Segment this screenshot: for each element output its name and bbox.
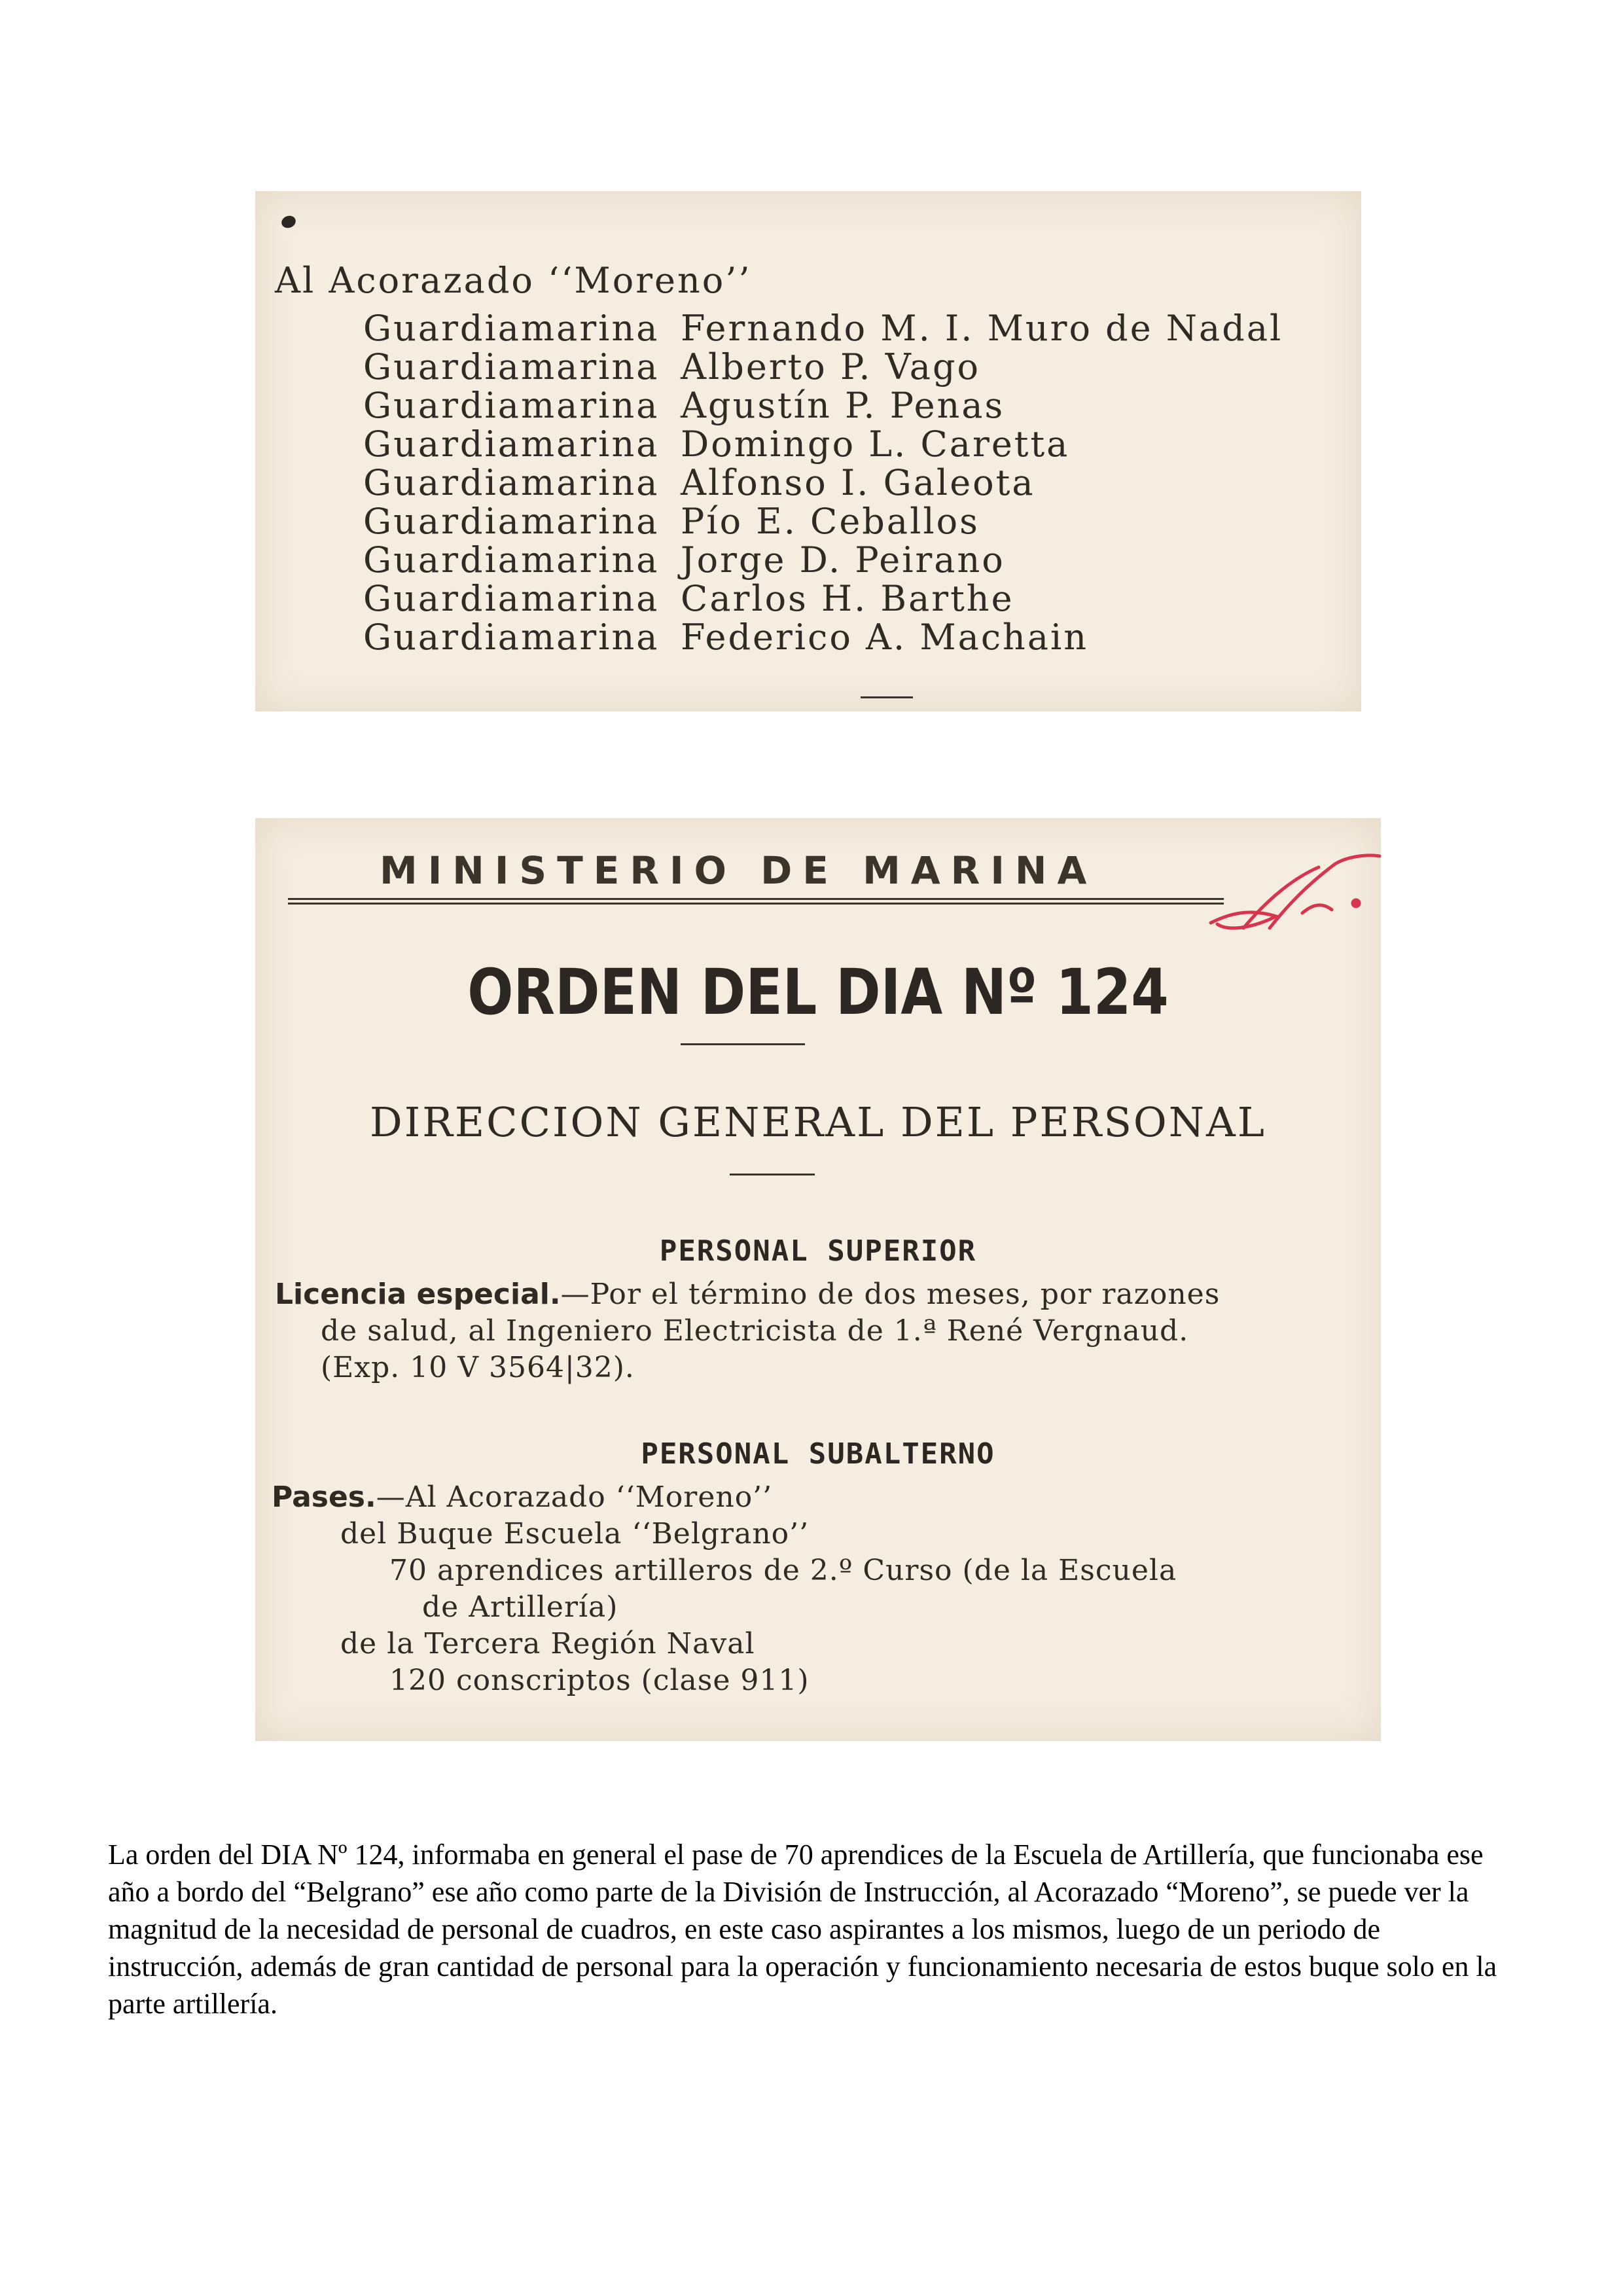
- roster-scan: [255, 191, 1361, 711]
- pases-line: —Al Acorazado ‘‘Moreno’’: [376, 1480, 773, 1514]
- order-title: ORDEN DEL DIA Nº 124: [467, 956, 1169, 1029]
- pases-line: del Buque Escuela ‘‘Belgrano’’: [340, 1517, 810, 1551]
- licencia-line: de salud, al Ingeniero Electricista de 1.ª René Vergnaud.: [321, 1314, 1189, 1348]
- roster-rank: Guardiamarina: [363, 578, 660, 619]
- roster-name: Jorge D. Peirano: [681, 539, 1005, 581]
- roster-name: Alfonso I. Galeota: [681, 462, 1035, 503]
- roster-rank: Guardiamarina: [363, 423, 660, 465]
- roster-entry: [363, 308, 1283, 349]
- ink-bullet: [280, 214, 298, 230]
- pases-lead: Pases.: [272, 1480, 376, 1514]
- roster-name: Carlos H. Barthe: [681, 578, 1014, 619]
- roster-name: Federico A. Machain: [681, 617, 1089, 658]
- section-heading-subalterno: PERSONAL SUBALTERNO: [641, 1437, 995, 1471]
- roster-entry: [363, 501, 1283, 542]
- roster-rank: Guardiamarina: [363, 462, 660, 503]
- pases-line: de Artillería): [422, 1590, 618, 1624]
- red-signature-mark: [1204, 851, 1387, 949]
- divider: [861, 696, 913, 698]
- licencia-line: —Por el término de dos meses, por razones: [560, 1278, 1221, 1311]
- commentary-paragraph: La orden del DIA Nº 124, informaba en general el pase de 70 aprendices de la Escuela de Artillería, que funcionaba ese año a bordo del “Belgrano” ese año como parte de la División de Instrucción, al Acorazado “Moreno”, se puede ver la magnitud de la necesidad de personal de cuadros, en este caso aspirantes a los mismos, luego de un periodo de instrucción, además de gran cantidad de personal para la operación y funcionamiento necesaria de estos buque solo en la parte artillería.: [108, 1839, 1497, 2020]
- direction-heading: DIRECCION GENERAL DEL PERSONAL: [370, 1098, 1266, 1146]
- roster-name: Pío E. Ceballos: [681, 501, 980, 542]
- roster-entry: [363, 385, 1283, 426]
- divider: [730, 1174, 815, 1175]
- pases-line: de la Tercera Región Naval: [340, 1627, 755, 1660]
- licencia-lead: Licencia especial.: [275, 1278, 561, 1311]
- roster-rank: Guardiamarina: [363, 385, 660, 426]
- licencia-paragraph: [275, 1276, 1220, 1386]
- roster-entry: [363, 578, 1283, 617]
- pases-line: 70 aprendices artilleros de 2.º Curso (de la Escuela: [389, 1554, 1177, 1587]
- ministry-header: MINISTERIO DE MARINA: [380, 848, 1097, 893]
- roster-entry: [363, 462, 1283, 501]
- section-heading-superior: PERSONAL SUPERIOR: [659, 1234, 977, 1268]
- roster-name: Alberto P. Vago: [681, 346, 981, 387]
- pases-line: 120 conscriptos (clase 911): [389, 1664, 810, 1697]
- licencia-line: (Exp. 10 V 3564|32).: [321, 1351, 635, 1384]
- header-rule: [288, 898, 1224, 905]
- roster-entry: [363, 346, 1283, 385]
- pases-first-line: [272, 1479, 1177, 1516]
- roster-entry: [363, 423, 1283, 465]
- roster-entry: [363, 617, 1283, 658]
- roster-entry: [363, 539, 1283, 581]
- roster-name: Domingo L. Caretta: [681, 423, 1070, 465]
- roster-list: [363, 308, 1283, 658]
- destination-line: Al Acorazado ‘‘Moreno’’: [275, 260, 752, 301]
- roster-name: Agustín P. Penas: [681, 385, 1005, 426]
- roster-name: Fernando M. I. Muro de Nadal: [681, 308, 1283, 349]
- order-scan: [255, 818, 1381, 1741]
- roster-rank: Guardiamarina: [363, 539, 660, 581]
- divider: [681, 1043, 805, 1045]
- roster-rank: Guardiamarina: [363, 346, 660, 387]
- roster-rank: Guardiamarina: [363, 308, 660, 349]
- roster-rank: Guardiamarina: [363, 501, 660, 542]
- pases-list: [272, 1479, 1177, 1699]
- roster-rank: Guardiamarina: [363, 617, 660, 658]
